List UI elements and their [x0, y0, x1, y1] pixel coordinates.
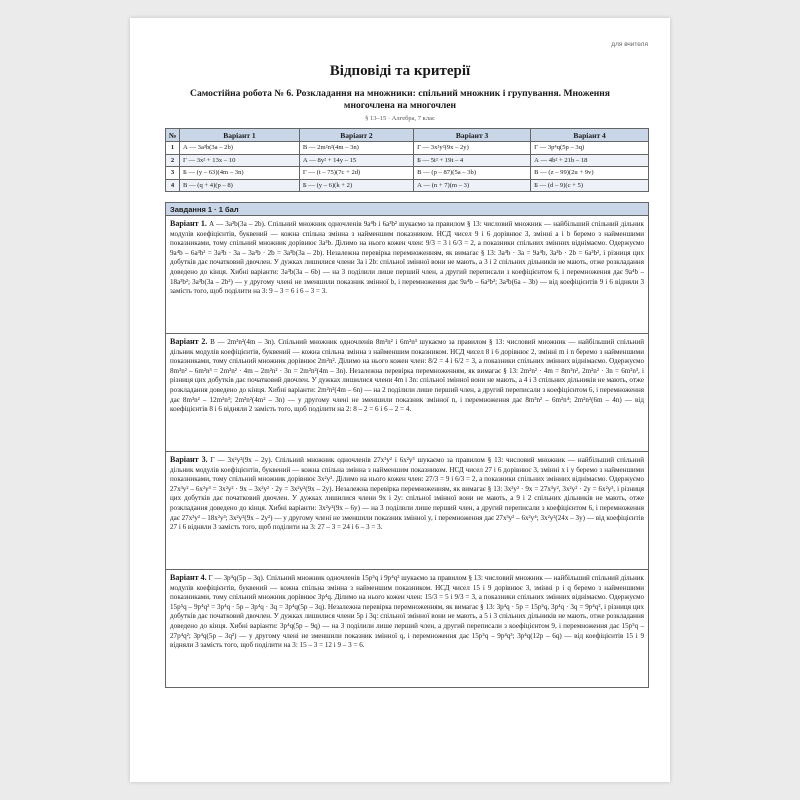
- page-title: Відповіді та критерії: [329, 63, 471, 79]
- header-cell-variant-1: Варіант 1: [180, 129, 300, 142]
- table-row: [166, 142, 649, 155]
- audience-label: для вчителя: [611, 41, 648, 48]
- answer-table-header-row: [166, 129, 649, 142]
- header-cell-number: №: [166, 129, 180, 142]
- variant-3-text: Г — 3x²y²(9x – 2y). Спільний множник одночленів 27x³y² і 6x²y³ шукаємо за правилом § 13: числовий множник — найбільший спільний дільник модулів коефіцієнтів, буквений — кожна спільна змінна з найменшим показником. НСД чисел 27 і 6 дорівнює 3, змінні x і y беремо з найменшими показниками, тому спільний множник дорівнює 3x²y². Ділимо на нього кожен член: 27/3 = 9 і 6/3 = 2, а показники спільних змінних віднімаємо. Одержуємо 27x³y² – 6x²y³ = 3x²y² · 9x – 3x²y² · 2y = 3x²y²(9x – 2y). Незалежна перевірка перемноженням, як вимагає § 13: 3x²y² · 9x = 27x³y², 3x²y² · 2y = 6x²y³, і різниця цих добутків дає початковий двочлен. У дужках лишилися члени 9x і 2y: спільної змінної вони не мають, а 9 і 2 спільних дільників не мають, отже розкладання доведено до кінця. Хибні варіанти: 3x²y²(9x – 6y) — на 3 поділили лише перший член, а другий переписали з коефіцієнтом 6, і перемноження дає 27x³y² – 18x²y³; 3x²y²(9x – 2y²) — у другому члені не зменшили показник змінної y, і перемноження дає 27x³y² – 6x²y⁴; 3x²y²(24x – 3y) — від коефіцієнтів 27 і 6 відняли 3 замість того, щоб поділити на 3: 27 – 3 = 24 і 6 – 3 = 3.: [170, 456, 644, 532]
- row-number: 1: [166, 142, 180, 155]
- criteria-box: [165, 202, 649, 688]
- answer-cell: В — (z – 99)(2u + 9v): [531, 167, 649, 180]
- answer-cell: Б — 5t² + 19t – 4: [414, 154, 531, 167]
- answer-cell: Г — 3x²y²(9x – 2y): [414, 142, 531, 155]
- table-row: [166, 167, 649, 180]
- answer-cell: А — (n + 7)(m – 3): [414, 179, 531, 192]
- answer-cell: А — 4b² + 21b – 18: [531, 154, 649, 167]
- variant-4-text: Г — 3p⁴q(5p – 3q). Спільний множник одночленів 15p⁵q і 9p⁴q² шукаємо за правилом § 13: числовий множник — найбільший спільний дільник модулів коефіцієнтів, буквений — кожна спільна змінна з найменшим показником. НСД чисел 15 і 9 дорівнює 3, змінні p і q беремо з найменшими показниками, тому спільний множник дорівнює 3p⁴q. Ділимо на нього кожен член: 15/3 = 5 і 9/3 = 3, а показники спільних змінних віднімаємо. Одержуємо 15p⁵q – 9p⁴q² = 3p⁴q · 5p – 3p⁴q · 3q = 3p⁴q(5p – 3q). Незалежна перевірка перемноженням, як вимагає § 13: 3p⁴q · 5p = 15p⁵q, 3p⁴q · 3q = 9p⁴q², і різниця цих добутків дає початковий двочлен. У дужках лишилися члени 5p і 3q: спільної змінної вони не мають, а 5 і 3 спільних дільників не мають, отже розкладання доведено до кінця. Хибні варіанти: 3p⁴q(5p – 9q) — на 3 поділили лише перший член, а другий переписали з коефіцієнтом 9, і перемноження дає 15p⁵q – 27p⁴q²; 3p⁴q(5p – 3q²) — у другому члені не зменшили показник змінної q, і перемноження дає 15p⁵q – 9p⁴q³; 3p⁴q(12p – 6q) — від коефіцієнтів 15 і 9 відняли 3 замість того, щоб поділити на 3: 15 – 3 = 12 і 9 – 3 = 6.: [170, 574, 644, 650]
- variant-1-title: Варіант 1.: [170, 219, 207, 228]
- answer-cell: В — (q + 4)(p – 8): [180, 179, 300, 192]
- table-row: [166, 179, 649, 192]
- variant-4-explanation: [166, 570, 648, 687]
- page-subtitle: Самостійна робота № 6. Розкладання на множники: спільний множник і групування. Множення многочлена на многочлен: [190, 88, 610, 111]
- answer-cell: Г — (t – 75)(7c + 2d): [299, 167, 413, 180]
- variant-2-explanation: [166, 334, 648, 452]
- answer-cell: Г — 3x² + 13x – 10: [180, 154, 300, 167]
- answer-cell: А — 8y² + 14y – 15: [299, 154, 413, 167]
- answer-cell: Б — (d – 9)(c + 5): [531, 179, 649, 192]
- header-cell-variant-4: Варіант 4: [531, 129, 649, 142]
- variant-1-text: А — 3a³b(3a – 2b). Спільний множник одночленів 9a⁴b і 6a³b² шукаємо за правилом § 13: числовий множник — найбільший спільний дільник модулів коефіцієнтів, буквений — кожна спільна змінна з найменшим показником. НСД чисел 9 і 6 дорівнює 3, змінні a і b беремо з найменшими показниками, тому спільний множник дорівнює 3a³b. Ділимо на нього кожен член: 9/3 = 3 і 6/3 = 2, а показники спільних змінних віднімаємо. Одержуємо 9a⁴b – 6a³b² = 3a³b · 3a – 3a³b · 2b = 3a³b(3a – 2b). Незалежна перевірка перемноженням, як вимагає § 13: 3a³b · 3a = 9a⁴b, 3a³b · 2b = 6a³b², і різниця цих добутків дає початковий двочлен. У дужках лишилися члени 3a і 2b: спільної змінної вони не мають, а 3 і 2 спільних дільників не мають, отже розкладання доведено до кінця. Хибні варіанти: 3a³b(3a – 6b) — на 3 поділили лише перший член, а другий переписали з коефіцієнтом 6, і перемноження дає 9a⁴b – 18a³b²; 3a³b(3a – 2b²) — у другому члені не зменшили показник змінної b, і перемноження дає 9a⁴b – 6a³b³; 3a³b(6a – 3b) — від коефіцієнтів 9 і 6 відняли 3 замість того, щоб поділити на 3: 9 – 3 = 6 і 6 – 3 = 3.: [170, 220, 644, 296]
- row-number: 4: [166, 179, 180, 192]
- header-cell-variant-2: Варіант 2: [299, 129, 413, 142]
- variant-3-explanation: [166, 452, 648, 570]
- variant-2-title: Варіант 2.: [170, 337, 208, 346]
- answer-cell: А — 3a³b(3a – 2b): [180, 142, 300, 155]
- criteria-header: Завдання 1 · 1 бал: [166, 203, 648, 216]
- variant-1-explanation: [166, 216, 648, 334]
- variant-2-text: В — 2m²n²(4m – 3n). Спільний множник одночленів 8m³n² і 6m²n³ шукаємо за правилом § 13: числовий множник — найбільший спільний дільник модулів коефіцієнтів, буквений — кожна спільна змінна з найменшим показником. НСД чисел 8 і 6 дорівнює 2, змінні m і n беремо з найменшими показниками, тому спільний множник дорівнює 2m²n². Ділимо на нього кожен член: 8/2 = 4 і 6/2 = 3, а показники спільних змінних віднімаємо. Одержуємо 8m³n² – 6m²n³ = 2m²n² · 4m – 2m²n² · 3n = 2m²n²(4m – 3n). Незалежна перевірка перемноженням, як вимагає § 13: 2m²n² · 4m = 8m³n², 2m²n² · 3n = 6m²n³, і різниця цих добутків дає початковий двочлен. У дужках лишилися члени 4m і 3n: спільної змінної вони не мають, а 4 і 3 спільних дільників не мають, отже розкладання доведено до кінця. Хибні варіанти: 2m²n²(4m – 6n) — на 2 поділили лише перший член, а другий переписали з коефіцієнтом 6, і перемноження дає 8m³n² – 12m²n³; 2m²n²(4m² – 3n) — у другому члені не зменшили показник змінної n, і перемноження дає 8m³n² – 6m²n⁴; 2m²n²(6m – 4n) — від коефіцієнтів 8 і 6 відняли 2 замість того, щоб поділити на 2: 8 – 2 = 6 і 6 – 2 = 4.: [170, 338, 645, 414]
- answer-cell: В — (p – 87)(5a – 3b): [414, 167, 531, 180]
- answer-cell: Б — (y – 63)(4m – 3n): [180, 167, 300, 180]
- section-reference: § 13–15 · Алгебра, 7 клас: [365, 115, 435, 122]
- row-number: 3: [166, 167, 180, 180]
- worksheet-page: [130, 18, 670, 782]
- variant-3-title: Варіант 3.: [170, 455, 208, 464]
- answer-table: [165, 128, 649, 192]
- header-cell-variant-3: Варіант 3: [414, 129, 531, 142]
- answer-cell: Г — 3p⁴q(5p – 3q): [531, 142, 649, 155]
- row-number: 2: [166, 154, 180, 167]
- table-row: [166, 154, 649, 167]
- variant-4-title: Варіант 4.: [170, 573, 207, 582]
- answer-cell: Б — (y – 6)(k + 2): [299, 179, 413, 192]
- answer-cell: В — 2m²n²(4m – 3n): [299, 142, 413, 155]
